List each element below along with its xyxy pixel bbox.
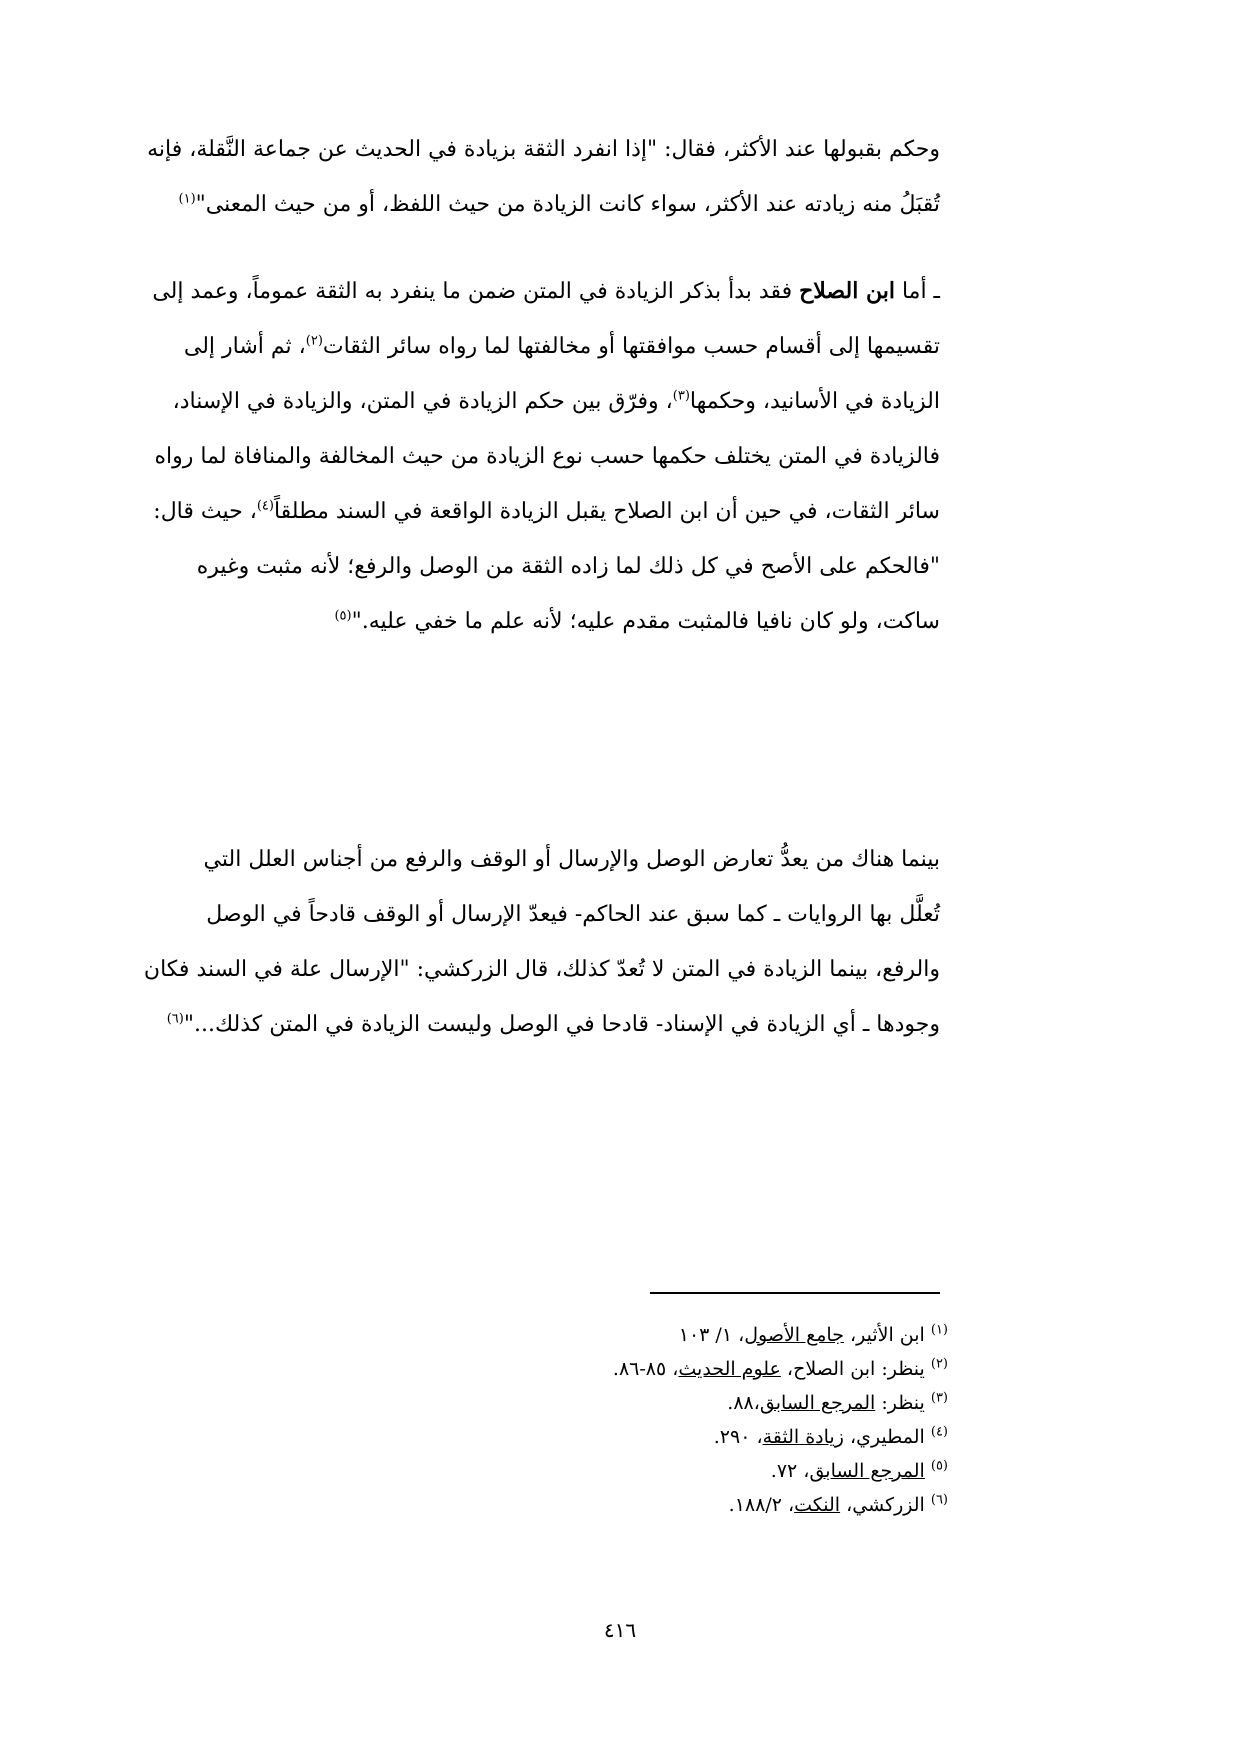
footnote: $^{(٤)}$ المطيري، زيادة الثقة، ٢٩٠.	[713, 1424, 948, 1448]
text-line: وجودها ـ أي الزيادة في الإسناد- قادحا في الوصل وليست الزيادة في المتن كذلك..."$^{(٦)}$	[166, 1011, 940, 1037]
footnote-separator	[650, 1292, 940, 1294]
footnote-ref: (١)	[178, 191, 196, 207]
text-line: تقسيمها إلى أقسام حسب موافقتها أو مخالفتها لما رواه سائر الثقات$^{(٢)}$، ثم أشار إلى	[183, 333, 940, 359]
footnote: $^{(١)}$ ابن الأثير، جامع الأصول، ١/ ١٠٣	[678, 1322, 948, 1346]
footnotes	[613, 1318, 948, 1522]
source-title: زيادة الثقة	[762, 1426, 844, 1448]
footnote: $^{(٣)}$ ينظر: المرجع السابق،٨٨.	[727, 1390, 948, 1414]
footnote: $^{(٦)}$ الزركشي، النكت، ١٨٨/٢.	[728, 1492, 948, 1516]
footnote-number: (١)	[930, 1322, 948, 1338]
footnote-number: (٢)	[930, 1356, 948, 1372]
text-line: تُعلَّل بها الروايات ـ كما سبق عند الحاكم- فيعدّ الإرسال أو الوقف قادحاً في الوصل	[206, 902, 940, 927]
text-line: سائر الثقات، في حين أن ابن الصلاح يقبل الزيادة الواقعة في السند مطلقاً$^{(٤)}$، حيث قال:	[153, 498, 940, 524]
footnote-ref: (٦)	[166, 1011, 184, 1027]
text-line: ـ أما ابن الصلاح فقد بدأ بذكر الزيادة في المتن ضمن ما ينفرد به الثقة عموماً، وعمد إلى	[152, 278, 940, 304]
page-number: ٤١٦	[603, 1618, 637, 1642]
paragraph-2	[140, 264, 940, 649]
source-title: المرجع السابق	[809, 1460, 925, 1482]
paragraph-3	[140, 832, 940, 1052]
footnote-number: (٥)	[930, 1458, 948, 1474]
footnote-ref: (٢)	[305, 333, 323, 349]
footnote-number: (٤)	[930, 1424, 948, 1440]
text-line: الزيادة في الأسانيد، وحكمها$^{(٣)}$، وفرّق بين حكم الزيادة في المتن، والزيادة في الإسناد،	[172, 388, 940, 414]
footnote-ref: (٤)	[256, 498, 274, 514]
footnote: $^{(٢)}$ ينظر: ابن الصلاح، علوم الحديث، ٨٥-٨٦.	[612, 1356, 948, 1380]
footnote-ref: (٣)	[672, 388, 690, 404]
footnote-number: (٣)	[930, 1390, 948, 1406]
footnote: $^{(٥)}$ المرجع السابق، ٧٢.	[770, 1458, 948, 1482]
text-line: تُقبَلُ منه زيادته عند الأكثر، سواء كانت الزيادة من حيث اللفظ، أو من حيث المعنى"$^{(١)}$	[178, 191, 940, 217]
source-title: جامع الأصول	[744, 1324, 844, 1346]
text-line: ساكت، ولو كان نافيا فالمثبت مقدم عليه؛ لأنه علم ما خفي عليه."$^{(٥)}$	[334, 608, 940, 634]
text-line: "فالحكم على الأصح في كل ذلك لما زاده الثقة من الوصل والرفع؛ لأنه مثبت وغيره	[196, 554, 940, 579]
source-title: النكت	[794, 1494, 841, 1516]
text-line: وحكم بقبولها عند الأكثر، فقال: "إذا انفرد الثقة بزيادة في الحديث عن جماعة النَّقلة، فإنه	[147, 137, 940, 162]
footnote-number: (٦)	[930, 1492, 948, 1508]
paragraph-1	[140, 122, 940, 232]
text-line: بينما هناك من يعدُّ تعارض الوصل والإرسال أو الوقف والرفع من أجناس العلل التي	[203, 847, 940, 872]
footnote-ref: (٥)	[334, 608, 352, 624]
text-line: فالزيادة في المتن يختلف حكمها حسب نوع الزيادة من حيث المخالفة والمنافاة لما رواه	[154, 444, 940, 469]
source-title: المرجع السابق	[759, 1392, 876, 1414]
scholar-name: ابن الصلاح	[799, 278, 895, 304]
text-line: والرفع، بينما الزيادة في المتن لا تُعدّ كذلك، قال الزركشي: "الإرسال علة في السند فكان	[143, 957, 940, 982]
source-title: علوم الحديث	[678, 1358, 781, 1380]
